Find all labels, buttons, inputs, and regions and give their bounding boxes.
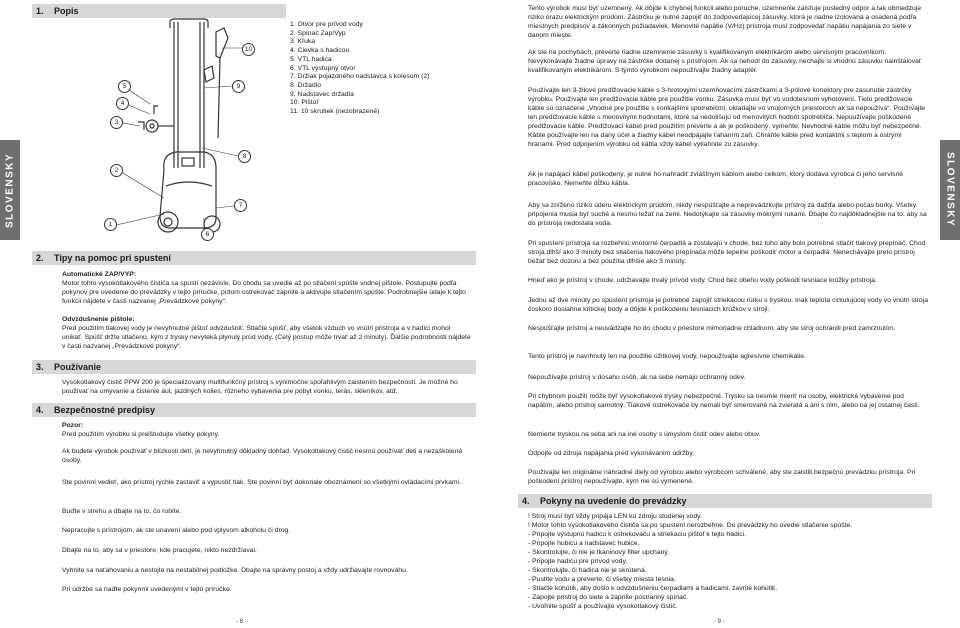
startup-step: - Pripojte hadicu pre prívod vody. <box>528 558 628 565</box>
section-title: Pokyny na uvedenie do prevádzky <box>540 496 687 506</box>
gun-venting-title: Odvzdušnenie pištole: <box>62 316 135 323</box>
body-paragraph: Pri chybnom použití môže byť vysokotlakové trysky nebezpečné. Trysku sa nesmie mieriť na osoby, elektrické vybavenie pod napätím, alebo prístroj samotný. Tlakové ostrekovače by nemali byť smerované na zvieratá a ani s ním, alebo na jej ostatnej časti. <box>528 393 920 409</box>
parts-list-item: 11. 10 skrutiek (nezobrazené) <box>290 108 380 116</box>
body-paragraph: Ak ste na pochybách, preverte riadne uzemnenie zásuvky s kvalifikovaným elektrikárom alebo servisným pracovníkom. Nevykonávajte žiadne úpravy na zástrčke dodanej s prístrojom. Ak sa nehodí do zásuvky, nechajte si vhodnú zásuvku nainštalovať kvalifikovaným elektrikárom. S týmto výrobkom nepoužívajte žiadny adaptér. <box>528 49 922 74</box>
page-number: - 8 - <box>236 619 247 625</box>
language-tab: SLOVENSKY <box>0 140 20 240</box>
callout-7: 7 <box>234 199 247 212</box>
section-title: Používanie <box>54 362 102 372</box>
parts-list-item: 9. Nadstavec držadla <box>290 90 354 98</box>
body-paragraph: Nepoužívajte prístroj v dosahu osôb, ak na sebe nemajú ochranný odev. <box>528 374 746 381</box>
body-paragraph: Ak je napájací kábel poškodený, je nutné ho nahradiť zvláštnym káblom alebo celkom, ktorý dodáva výrobca či jeho servisné pracovisko. Nemeňte dĺžku kábla. <box>528 171 904 187</box>
safety-paragraph: Pri údržbe sa riaďte pokynmi uvedenými v tejto príručke. <box>62 586 232 593</box>
parts-list-item: 8. Držadlo <box>290 81 321 89</box>
parts-list-item: 6. VTL výstupný otvor <box>290 64 356 72</box>
body-paragraph: Hneď ako je prístroj v chode, udržiavajte trvalý prívod vody. Chod bez obehu vody poškodí tesniace krúžky prístroja. <box>528 277 877 284</box>
section-title: Tipy na pomoc pri spustení <box>54 253 171 263</box>
section-number: 4. <box>522 496 530 506</box>
startup-step: - Uvoľnite spúšť a používajte vysokotlakový čistič. <box>528 603 678 610</box>
safety-paragraph: Vyhnite sa naťahovaniu a nestojte na nestabilnej podložke. Dbajte na správny postoj a vždy udržiavajte rovnováhu. <box>62 567 408 574</box>
gun-venting-block <box>62 315 472 351</box>
body-paragraph: Používajte len originálne náhradné diely od výrobcu alebo výrobcom schválené, aby ste zaistili bezpečnú prevádzku prístroja. Pri poškodení prístroj nepoužívajte, kým nie sú vymenené. <box>528 469 916 485</box>
startup-step: ! Motor tohto vysokotlakového čističa sa po spustení nerozbehne. Do prevádzky ho uvedie stlačenie spúšte. <box>528 522 853 529</box>
startup-step: - Pripojte hubicu a nadstavec hubice. <box>528 540 640 547</box>
caution-block <box>62 421 472 439</box>
callout-6: 6 <box>201 228 214 241</box>
safety-paragraph: Dbajte na to, aby sa v priestore, kde pracujete, nikto nezdržiaval. <box>62 547 257 554</box>
parts-list-item: 1. Otvor pre prívod vody <box>290 21 363 28</box>
safety-paragraph: Ak budete výrobok používať v blízkosti detí, je nevyhnutný dôkladný dohľad. Vysokotlakový čistič nesmú používať deti a nezaškolené osoby. <box>62 448 463 464</box>
startup-step: - Skontrolujte, či nie je tkaninový filter upchaný. <box>528 549 670 556</box>
callout-2: 2 <box>110 164 123 177</box>
auto-onoff-block <box>62 270 472 306</box>
safety-paragraph: Ste povinní vedieť, ako prístroj rýchle zastaviť a vypustiť tlak. Ste povinní byť dokonale oboznámení so všetkými ovládacími prvkami. <box>62 479 461 486</box>
language-tab: SLOVENSKY <box>940 140 960 240</box>
section-number: 1. <box>36 6 44 16</box>
section-2-header <box>32 251 476 265</box>
section-title: Bezpečnostné predpisy <box>54 405 156 415</box>
callout-5: 5 <box>118 80 131 93</box>
startup-steps-list <box>528 512 938 611</box>
body-paragraph: Používajte len 3-žilové predlžovacie káble s 3-hrotovými uzemňovacími zástrčkami a 3-pólové konektory pre zasunutie zástrčky výrobku. Používajte len predlžovacie káble pre použitie vonku. Zásuvka musí byť vo vodotesnom vyhotovení. Tieto predlžovacie káble sú označené „Vhodné pre použitie s vonkajšími spotrebičmi, ukladajte vo vnútorných priestoroch ak sa nepoužíva“. Používajte len predlžovacie káble s menovitými hodnotami, ktoré sa nedolišujú od menovitých hodnôt spotrebiča. Nepoužívajte poškodené predlžovacie káble. Predlžovací kábel pred použitím preverte a ak je poškodený, vymeňte. Nevhodné káble môžu byť nebezpečné. Káble používajte len na daný účel a žiadny kábel neodpájajte ťahaním zaň. Chráňte káble pred kontaktmi s teplom a ostrými hranami. Pred odpojením výrobku od kábla vždy kábel vytiahnite zo zásuvky. <box>528 87 926 148</box>
callout-10: 10 <box>242 43 255 56</box>
parts-list <box>290 21 429 117</box>
parts-list-item: 10. Pištoľ <box>290 99 319 107</box>
parts-list-item: 5. VTL hadica <box>290 55 332 63</box>
startup-step: - Zapojte prístroj do siete a zapnite postranný spínač. <box>528 594 689 601</box>
section-number: 3. <box>36 362 44 372</box>
caution-label: Pozor: <box>62 422 84 429</box>
startup-step: - Skontrolujte, či hadica nie je skrútená. <box>528 567 647 574</box>
callout-9: 9 <box>232 80 245 93</box>
callout-4: 4 <box>116 97 129 110</box>
body-paragraph: Tento výrobok musí byť uzemnený. Ak dôjde k chybnej funkcii alebo poruche, uzemnenie zaisťuje posledný odpor a tak obmedzuje riziko úrazu elektrickým prúdom. Zástrčku je nutné zapojiť do zodpovedajúcej zásuvky, ktorá je riadne izolovaná a osadená podľa miestnych predpisov a zákonných požiadaviek. Menovité napätie (V/Hz) prístroja musí zodpovedať napätiu napájania zo siete v danom mieste. <box>528 5 922 39</box>
callout-3: 3 <box>110 116 123 129</box>
auto-onoff-text: Motor tohto vysokotlakového čističa sa spustí nezávisle. Do chodu sa uvedie až po stlačení spúšte vodnej pištole. Postupujte podľa pokynov pre uvedenie do prevádzky v tejto príručke, potom ostrekovač zapnite a aktivujte stlačením spúšte. Podrobnejšie údaje k tejto funkcii nájdete v časti nazvanej „Prevádzkové pokyny“. <box>62 280 466 305</box>
caution-text: Pred použitím výrobku si prelštudujte všetky pokyny. <box>62 431 220 438</box>
parts-list-item: 7. Držiak pojazdného nadstavca s kolesom (2) <box>290 73 430 81</box>
gun-venting-text: Pred použitím tlakovej vody je nevyhnutné pištoľ odvzdušniť. Stlačte spúšť, aby všetok vzduch vo vnútri pristroja a v hadici mohol unikať. Spúšť držte stlačenú, kým z trysky nevyteká plynulý prúd vody. (Celý postup môže trvať až 2 minúty). Ďalšie podrobnosti nájdete v časti nazvanej „Prevádzkové pokyny“. <box>62 325 471 350</box>
parts-list-item: 2. Spínač Zap/Vyp <box>290 29 346 37</box>
section-1-header <box>32 4 286 18</box>
startup-step: - Pripojte výstupnú hadicu k ostrekovaču a striekaciu pištoľ k tejto hadici. <box>528 531 747 538</box>
body-paragraph: Nespúšťajte prístroj a neuvádzajte ho do chodu v priestore mimoriadne chladnom, aby ste stroj ochránili pred zamrznutím. <box>528 325 896 332</box>
body-paragraph: Pri spustení prístroja sa rozbehnú vnútorné čerpadlá a zostávajú v chode, bez toho aby bolo potrebné stlačiť tlakový prepínač. Chod stroja dlhší ako 3 minúty bez stlačenia tlakového prepínača môže tepelne poškodiť motor a čerpadlá. Nenechávajte preto prístroj bežať bez dozoru a bez použitia dlhšie ako 3 minúty. <box>528 240 926 265</box>
section-number: 4. <box>36 405 44 415</box>
body-paragraph: Nemierte tryskou na seba ani na iné osoby s úmyslom čistiť odev alebo obuv. <box>528 431 761 438</box>
section-4-header <box>32 403 476 417</box>
safety-paragraph: Nepracujte s prístrojom, ak ste unavení alebo pod vplyvom alkoholu či drog. <box>62 527 291 534</box>
startup-step: ! Stroj musí byť vždy pripája LEN ku zdroju studenej vody. <box>528 513 702 520</box>
body-paragraph: Tento prístroj je navrhnutý len na použitie úžitkovej vody, nepoužívajte agresívne chemikálie. <box>528 353 806 360</box>
usage-text: Vysokotlakový čistič PPW 200 je špecializovaný multifunkčný prístroj s výnimočne spoľahlivým zaistením bezpečnosti. Je možné ho používať na umývanie a čistenie áut, jazdných kolies, rôzneho vybavenia pre pobyt vonku, terás, skleníkov, atď. <box>62 379 458 395</box>
body-paragraph: Aby sa zníženo riziko úderu elektrickým prúdom, nikdy nespúšťajte a neprevádzkujte prístroj za dažďa alebo počas búrky. Všetky pripojenia musia byť suché a nesmú ležať na zemi. Nedotýkajte sa zásuvky mokrými rukami. Dbajte čo najdôkladnejšie na to, aby sa do prístroja nedostala voda. <box>528 202 927 227</box>
startup-section-header <box>518 494 932 508</box>
section-title: Popis <box>54 6 79 16</box>
body-paragraph: Odpojte od zdroja napájania pred vykonávaním údržby. <box>528 450 695 457</box>
page-number: - 9 - <box>714 619 725 625</box>
body-paragraph: Jednu až dve minúty po spustení prístroja je potrebné zapojiť striekacou rúrku s tryskou. Inak teplota cirkulujúcej vody vo vnútri stroja čoskoro dosiahne kritickej body a dôjde k poškodeniu tesniacich krúžkov v stroji. <box>528 297 928 313</box>
right-page <box>480 0 960 628</box>
auto-onoff-title: Automatické ZAP/VYP: <box>62 271 137 278</box>
startup-step: - Pustite vodu a preverte, či všetky miesta tesnia. <box>528 576 676 583</box>
callout-1: 1 <box>104 218 117 231</box>
callout-8: 8 <box>238 150 251 163</box>
section-number: 2. <box>36 253 44 263</box>
section-3-header <box>32 360 476 374</box>
safety-paragraph: Buďte v strehu a dbajte na to, čo robíte. <box>62 508 182 515</box>
parts-list-item: 3. Kľuka <box>290 38 316 46</box>
startup-step: - Stlačte kohútik, aby došlo k odvzdušneniu čerpadlami a hadicami, zavrite kohútik. <box>528 585 778 592</box>
parts-list-item: 4. Cievka s hadicou <box>290 47 350 55</box>
